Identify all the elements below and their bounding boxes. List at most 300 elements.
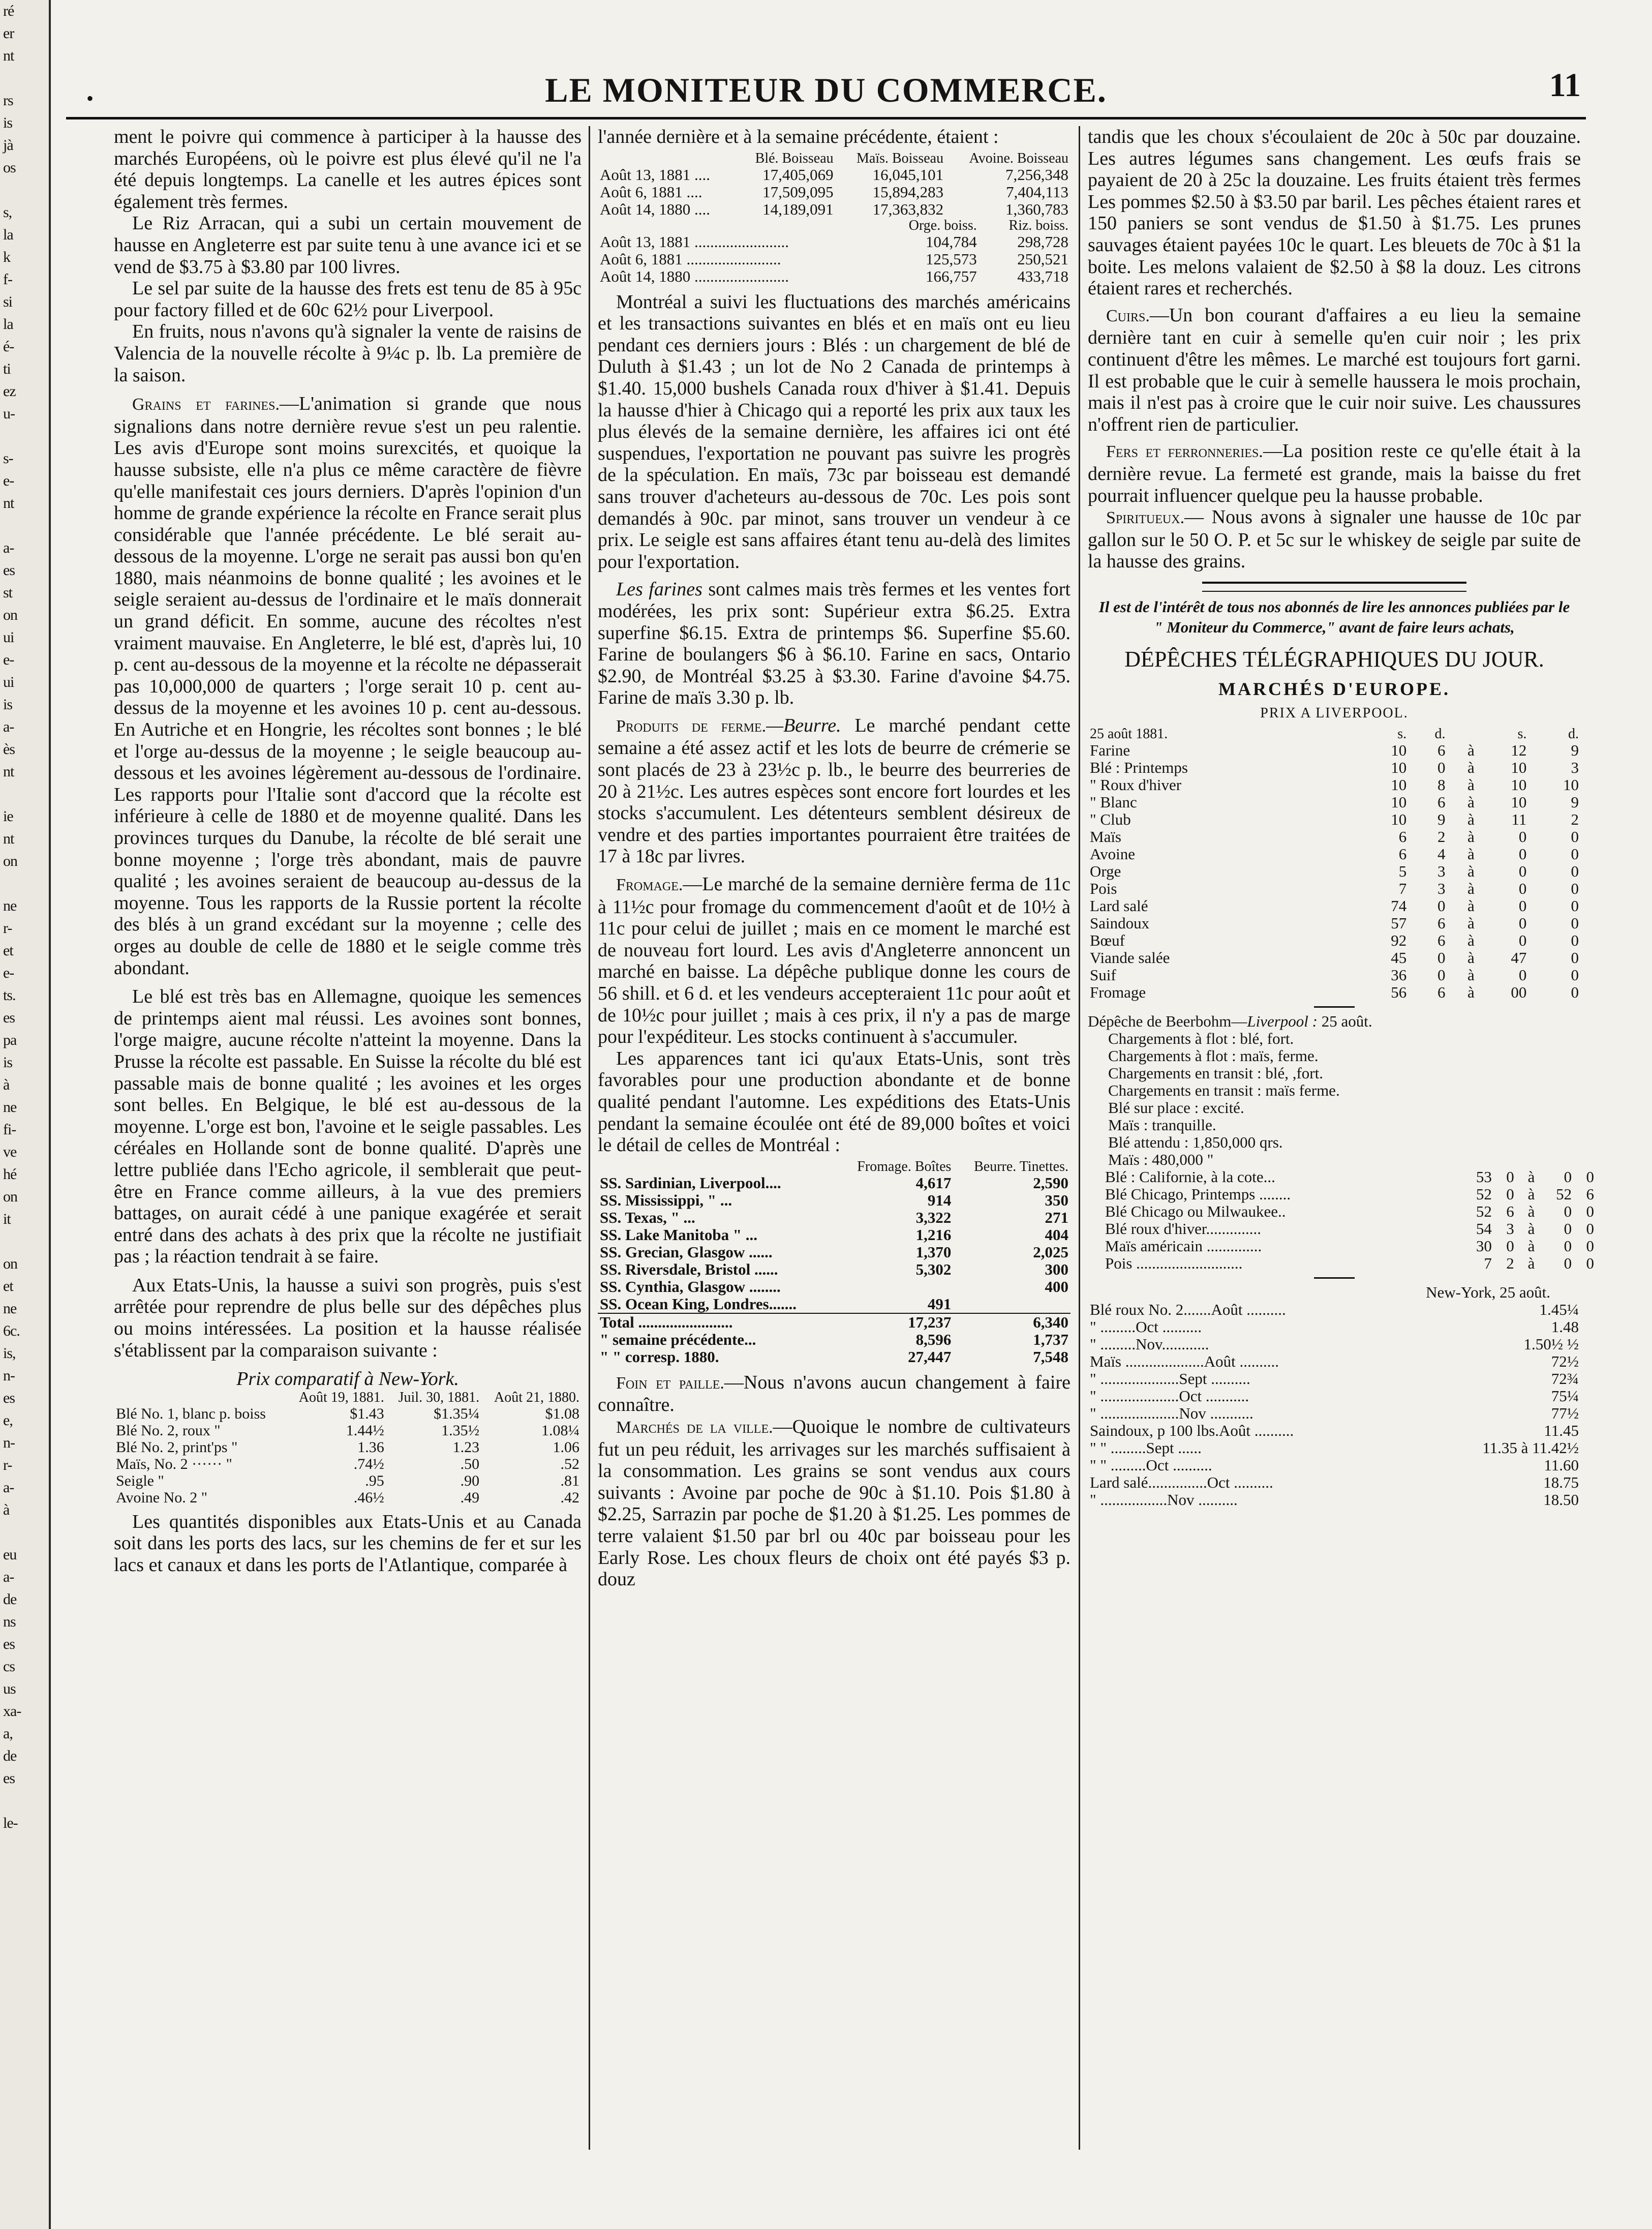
cell-value: 0	[1586, 1168, 1594, 1186]
cell-value: 5,302	[915, 1260, 952, 1278]
margin-fragment: ns	[3, 1613, 16, 1630]
cell-value: 1.50½ ½	[1523, 1335, 1579, 1353]
cell-value: 3	[1571, 759, 1579, 777]
column-header: Orge. boiss.	[908, 217, 977, 233]
column-header: s.	[1517, 726, 1527, 742]
margin-fragment: si	[3, 293, 13, 310]
cell-value: 2	[1437, 828, 1446, 846]
cell-value: 2,025	[1033, 1243, 1068, 1261]
table-row	[1088, 1353, 1581, 1370]
column-header	[114, 1390, 286, 1405]
margin-fragment	[0, 1790, 49, 1812]
table-row	[1088, 759, 1581, 776]
margin-fragment: à	[3, 1501, 10, 1518]
table-row	[1088, 1336, 1581, 1353]
dispatch-line: Chargements à flot : maïs, ferme.	[1108, 1047, 1319, 1065]
margin-fragment: on	[3, 607, 17, 623]
cell-value: à	[1467, 966, 1475, 984]
margin-fragment: pa	[3, 1032, 17, 1048]
row-label: Suif	[1090, 966, 1116, 984]
row-label: Août 13, 1881 ........................	[600, 232, 789, 251]
paragraph	[1088, 506, 1581, 573]
row-label: Bœuf	[1090, 931, 1125, 950]
cell-value: à	[1467, 741, 1475, 760]
row-label: " " corresp. 1880.	[600, 1347, 719, 1366]
cell-value: 17,237	[908, 1313, 952, 1331]
margin-fragment: es	[3, 562, 15, 579]
margin-fragment: is	[3, 696, 13, 713]
cell-value: à	[1467, 776, 1475, 794]
paragraph	[598, 873, 1070, 1048]
paragraph: Montréal a suivi les fluctuations des marchés américains et les transactions suivantes en blés et en maïs ont eu lieu pendant ces derniers jours : Blés : un chargement de blé de Duluth à $1.43 ; un lot de No 2 Canada de printemps à $1.40. 15,000 bushels Canada roux d'hiver à $1.41. Depuis la hausse d'hier à Chicago qui a reporté les prix aux taux les plus élevés de la semaine dernière, les affaires ici ont été suspendues, l'exportation ne pouvant pas suivre les progrès de la spéculation. En maïs, 73c par boisseau est demandé sans trouver d'acheteurs au-dessous de 70c. Les pois sont demandés à 90c. par minot, sans trouver un vendeur à ce prix. Le seigle est sans affaires étant tenu au-delà des limites pour l'exportation.	[598, 291, 1070, 573]
cell-value: 14,189,091	[762, 200, 834, 218]
paragraph-text: —Quoique le nombre de cultivateurs fut un peu réduit, les arrivages sur les marchés suffisaient à la consommation. Les grains se sont vendus aux cours suivants : Avoine par poche de 90c à $1.10. Pois $1.80 à $2.25, Sarrazin par poche de $1.20 à $1.25. Les pommes de terre valaient $1.50 par brl ou 40c par boisseau pour les Early Rose. Les choux fleurs de choix ont été payés $3 p. douz	[598, 1415, 1070, 1590]
margin-fragment: de	[3, 1591, 17, 1608]
cell-value: 52	[1476, 1202, 1492, 1221]
margin-fragment: ne	[3, 1099, 17, 1116]
row-label: Août 14, 1880 ....	[600, 200, 710, 218]
table-row	[1103, 1238, 1596, 1255]
margin-fragment: f-	[3, 271, 12, 288]
cell-value: à	[1467, 983, 1475, 1002]
column-header	[598, 1159, 837, 1174]
cell-value: 52	[1556, 1185, 1572, 1203]
table-row	[1088, 967, 1581, 984]
row-label: " ....................Nov ...........	[1090, 1404, 1253, 1423]
cell-value: 45	[1391, 949, 1407, 967]
column-3	[1088, 126, 1594, 2160]
margin-fragment: e-	[3, 965, 14, 981]
cell-value: 10	[1563, 776, 1579, 794]
table-row	[114, 1472, 582, 1489]
paragraph-text: Le marché pendant cette semaine a été assez actif et les lots de beurre de crémerie se sont placés de 23 à 23½c p. lb., le beurre des beurreries de 20 à 21½c. Les autres espèces sont encore fort lourdes et les stocks s'accumulent. Les détenteurs semblent désireux de vendre et des parties importantes pourraient être traitées de 17 à 18c par livres.	[598, 714, 1070, 867]
cell-value: 1,370	[915, 1243, 952, 1261]
cell-value: 72½	[1551, 1352, 1579, 1371]
margin-fragment: ie	[3, 808, 13, 825]
cell-value: 400	[1045, 1277, 1068, 1296]
column-header	[598, 151, 736, 166]
cell-value: à	[1467, 828, 1475, 846]
cell-value: à	[1527, 1220, 1535, 1238]
row-label: Août 6, 1881 ....	[600, 183, 702, 201]
cell-value: 3	[1506, 1220, 1514, 1238]
cell-value: 0	[1564, 1202, 1572, 1221]
margin-fragment: es	[3, 1770, 15, 1787]
cell-value: 0	[1506, 1168, 1514, 1186]
table-row	[598, 184, 1070, 201]
paragraph: Les quantités disponibles aux Etats-Unis et au Canada soit dans les ports des lacs, sur les chemins de fer et sur les lacs et canaux et dans les ports de l'Atlantique, comparée à	[114, 1511, 582, 1576]
row-label: Lard salé...............Oct ..........	[1090, 1473, 1273, 1492]
row-label: " ....................Oct ...........	[1090, 1387, 1249, 1405]
cell-value: 6	[1437, 931, 1446, 950]
table-row	[1088, 949, 1581, 967]
cell-value: à	[1527, 1202, 1535, 1221]
paragraph: tandis que les choux s'écoulaient de 20c à 50c par douzaine. Les autres légumes sans changement. Les œufs frais se payaient de 20 à 25c la douzaine. Les fruits étaient très fermes Les pommes $2.50 à $3.50 par baril. Les pêches étaient rares et 150 paniers se sont vendus de $1.50 à $1.75. Les prunes sauvages étaient payées 10c le quart. Les bleuets de 70c à $1 la boite. Les melons valaient de $2.50 à $8 la douz. Les citrons étaient rares et recherchés.	[1088, 126, 1581, 299]
cell-value: 914	[927, 1191, 952, 1209]
paragraph-text: —Un bon courant d'affaires a eu lieu la semaine dernière tant en cuir à semelle qu'en cuir noir ; les prix continuent d'être les mêmes. Le marché est toujours fort garni. Il est probable que le cuir à semelle haussera le mois prochain, mais il n'est pas à croire que le cuir noir suive. Les chaussures n'offrent rien de particulier.	[1088, 304, 1581, 435]
cell-value: 1.44½	[346, 1422, 384, 1439]
row-label: Août 14, 1880 ........................	[600, 267, 789, 285]
row-label: Blé : Californie, à la cote...	[1105, 1168, 1275, 1186]
margin-fragment: is	[3, 114, 13, 131]
table-row	[598, 233, 1070, 251]
table-row	[1088, 1422, 1581, 1439]
row-label: " " .........Oct ..........	[1090, 1456, 1212, 1474]
short-rule	[1314, 1006, 1355, 1008]
margin-fragment: et	[3, 1278, 13, 1294]
table-row	[114, 1456, 582, 1472]
cell-value: 8	[1437, 776, 1446, 794]
paragraph	[1088, 440, 1581, 506]
cell-value: 12	[1511, 741, 1527, 760]
section-heading: Les farines	[616, 579, 702, 600]
dispatch-line: Chargements en transit : maïs ferme.	[1108, 1081, 1340, 1100]
column-header: d.	[1434, 726, 1446, 742]
row-label: " ....................Sept ..........	[1090, 1370, 1250, 1388]
section-heading: Foin et paille.	[616, 1373, 724, 1393]
cell-value: 8,596	[915, 1330, 952, 1348]
cell-value: 6	[1437, 983, 1446, 1002]
cell-value: 0	[1564, 1254, 1572, 1273]
paragraph-text: sont calmes mais très fermes et les ventes fort modérées, les prix sont: Supérieur extra $6.25. Extra superfine $6.15. Extra de printemps $6. Superfine $5.60. Farine de boulangers $6 à $6.10. Farine en sacs, Ontario $2.90, de Montréal $3.25 à $3.30. Farine d'avoine $4.75. Farine de maïs 3.30 p. lb.	[598, 579, 1070, 709]
column-header: Beurre. Tinettes.	[974, 1158, 1068, 1174]
cell-value: 0	[1571, 931, 1579, 950]
paragraph	[598, 715, 1070, 867]
margin-fragment: et	[3, 942, 13, 959]
cell-value: 1.45¼	[1539, 1301, 1579, 1319]
margin-fragment: is,	[3, 1345, 16, 1362]
europe-heading: MARCHÉS D'EUROPE.	[1218, 678, 1451, 699]
cell-value: 10	[1511, 776, 1527, 794]
margin-fragment: ve	[3, 1143, 17, 1160]
table-row	[598, 1348, 1070, 1366]
margin-fragment: 6c.	[3, 1322, 20, 1339]
margin-fragment: nt	[3, 830, 14, 847]
margin-fragment: es	[3, 1390, 15, 1406]
cell-value: à	[1527, 1185, 1535, 1203]
table-row	[1088, 1405, 1581, 1422]
row-label: SS. Cynthia, Glasgow ........	[600, 1277, 781, 1296]
cell-value	[953, 1296, 1070, 1313]
margin-fragment: ré	[3, 3, 14, 19]
column-rule	[589, 126, 590, 2150]
cell-value: .95	[365, 1472, 384, 1489]
cell-value	[837, 1278, 954, 1296]
table-row	[1103, 1168, 1596, 1186]
table-row	[114, 1489, 582, 1506]
cell-value: 6	[1586, 1185, 1594, 1203]
cell-value: 350	[1045, 1191, 1068, 1209]
margin-fragment	[0, 179, 49, 201]
row-label: SS. Grecian, Glasgow ......	[600, 1243, 773, 1261]
column-header: d.	[1568, 726, 1579, 742]
margin-fragment: a-	[3, 539, 14, 556]
section-heading: Produits de ferme.	[616, 716, 767, 736]
table-row	[1088, 897, 1581, 915]
table-row	[1103, 1186, 1596, 1203]
table-row	[1088, 932, 1581, 949]
liverpool-price-table	[1088, 727, 1581, 1001]
row-label: " semaine précédente...	[600, 1330, 756, 1348]
row-label: Farine	[1090, 741, 1130, 760]
table-row	[114, 1405, 582, 1422]
table-row	[1088, 984, 1581, 1001]
margin-fragment: on	[3, 1188, 17, 1205]
dispatch-line: Maïs : tranquille.	[1108, 1116, 1216, 1134]
column-header: Avoine. Boisseau	[969, 150, 1068, 166]
margin-fragment: on	[3, 853, 17, 869]
cell-value: 1,737	[1033, 1330, 1068, 1348]
margin-fragment: nt	[3, 763, 14, 780]
section-heading: Grains et farines.	[132, 395, 280, 414]
row-label: SS. Texas, " ...	[600, 1208, 695, 1226]
column-2	[598, 126, 1070, 2160]
cell-value: 1.35½	[441, 1422, 480, 1439]
cell-value: 1.08¼	[541, 1422, 579, 1439]
cell-value: 6	[1437, 741, 1446, 760]
cell-value: 0	[1586, 1220, 1594, 1238]
cell-value: 30	[1476, 1237, 1492, 1255]
cell-value: 0	[1571, 845, 1579, 863]
table-row	[1103, 1203, 1596, 1220]
cell-value: 0	[1564, 1237, 1572, 1255]
cell-value: 74	[1391, 897, 1407, 915]
margin-fragment: us	[3, 1680, 16, 1697]
row-label: SS. Lake Manitoba " ...	[600, 1225, 758, 1244]
paragraph: l'année dernière et à la semaine précédente, étaient :	[598, 126, 999, 147]
cell-value: 125,573	[926, 250, 977, 268]
cell-value: 433,718	[1017, 267, 1068, 285]
masthead-dot: •	[86, 87, 94, 110]
cell-value: 10	[1391, 741, 1407, 760]
margin-fragment: de	[3, 1748, 17, 1764]
margin-fragment: a-	[3, 1479, 14, 1496]
row-label: Août 6, 1881 ........................	[600, 250, 781, 268]
beerbohm-lines	[1088, 1030, 1581, 1168]
paragraph	[1088, 305, 1581, 436]
margin-fragment: n-	[3, 1434, 15, 1451]
cell-value: 11	[1511, 810, 1527, 829]
paragraph	[598, 579, 1070, 709]
column-header: Août 19, 1881.	[298, 1389, 384, 1405]
beerbohm-heading	[1088, 1013, 1581, 1030]
margin-fragment: ès	[3, 741, 15, 758]
paragraph: ment le poivre qui commence à participer à la hausse des marchés Européens, où le poivre est plus élevé qu'il ne l'a été depuis longtemps. La canelle et les autres épices sont également très fermes.	[114, 126, 582, 213]
row-label: " " .........Sept ......	[1090, 1439, 1202, 1457]
cell-value: 1.23	[452, 1438, 480, 1456]
beerbohm-label: Dépêche de Beerbohm—	[1088, 1012, 1247, 1031]
paragraph-text: —L'animation si grande que nous signalions dans notre dernière revue s'est un peu ralentie. Les avis d'Europe sont moins surexcités, et quoique la hausse subsiste, elle n'a plus ce même caractère de fièvre qu'elle manifestait ces jours derniers. D'après l'opinion d'un homme de grande expérience la récolte en France serait plus considérable que l'année précédente. Le blé serait au-dessous de la moyenne. L'orge ne serait pas aussi bon qu'en 1880, mais néanmoins de bonne qualité ; les avoines et le seigle seraient au-dessus de l'ordinaire et le maïs donnerait un grand déficit. En somme, aucune des récoltes n'est vraiment mauvaise. En Angleterre, le blé est, d'après lui, 10 p. cent au-dessous de la moyenne et la récolte ne dépasserait pas 10,000,000 de quarters ; l'orge serait 10 p. cent au-dessus de la moyenne et les avoines 10 p. cent au-dessous. En Autriche et en Hongrie, les récoltes sont bonnes ; le blé et l'orge au-dessus de la moyenne ; le seigle beaucoup au-dessous et les avoines légèrement au-dessous de l'ordinaire. Les rapports pour l'Italie sont d'accord que la récolte est inférieure à celle de 1880 et de moyenne qualité. Dans les provinces turques du Danube, la récolte de blé serait une bonne moyenne ; l'orge très abondant, mais de pauvre qualité ; les avoines seraient de beaucoup au-dessus de la moyenne. Tous les rapports de la Russie portent la récolte des blés à un grand excédant sur la moyenne ; celle des orges au double de celle de 1880 et le seigle comme très abondant.	[114, 393, 582, 979]
cell-value: 4	[1437, 845, 1446, 863]
cell-value: 9	[1437, 810, 1446, 829]
beerbohm-place: Liverpool :	[1247, 1012, 1318, 1031]
cell-value: .90	[460, 1472, 480, 1489]
cell-value: 1,216	[915, 1225, 952, 1244]
beerbohm-date: 25 août.	[1317, 1012, 1372, 1031]
cell-value: 1.06	[553, 1438, 579, 1456]
table-row	[598, 1331, 1070, 1348]
cell-value: 0	[1518, 914, 1527, 932]
cell-value: à	[1467, 949, 1475, 967]
row-label: SS. Mississippi, " ...	[600, 1191, 732, 1209]
cell-value: 17,405,069	[762, 165, 834, 184]
table-row	[1103, 1255, 1596, 1272]
cell-value: 16,045,101	[872, 165, 944, 184]
shipments-table	[598, 1159, 1070, 1366]
cell-value: 7	[1398, 880, 1407, 898]
margin-fragment	[0, 515, 49, 537]
margin-fragment: jà	[3, 137, 13, 154]
margin-fragment: ti	[3, 360, 11, 377]
masthead	[66, 66, 1586, 119]
table-row	[1088, 846, 1581, 863]
cell-value: 11.45	[1544, 1422, 1579, 1440]
cell-value: 0	[1518, 966, 1527, 984]
margin-fragment: on	[3, 1255, 17, 1272]
paragraph: Le sel par suite de la hausse des frets est tenu de 85 à 95c pour factory filled et de 60c 62½ pour Liverpool.	[114, 278, 582, 321]
cell-value: 0	[1437, 759, 1446, 777]
table-row	[1088, 742, 1581, 759]
cell-value: 0	[1586, 1237, 1594, 1255]
cell-value: .74½	[353, 1455, 384, 1472]
dispatch-line: Blé sur place : excité.	[1108, 1099, 1244, 1117]
cell-value: à	[1467, 793, 1475, 811]
paragraph: Le blé est très bas en Allemagne, quoique les semences de printemps aient mal réussi. Les avoines sont bonnes, l'orge maigre, aucune récolte n'atteint la moyenne. Dans la Prusse la récolte est passable. En Suisse la récolte du blé est passable mais de bonne qualité ; les avoines et les orges sont belles. En Belgique, le blé est au-dessous de la moyenne. L'orge est bon, l'avoine et le seigle passables. Les céréales en Hollande sont de bonne qualité. D'après une lettre publiée dans l'Echo agricole, il semblerait que peut-être en France comme ailleurs, à la vue des premiers battages, on aurait cédé à une panique exagérée et serait entré dans des achats à des prix que la récolte ne justifiait pas ; la réaction tendrait à se faire.	[114, 986, 582, 1268]
row-label: Août 13, 1881 ....	[600, 165, 710, 184]
row-label: Blé Chicago, Printemps ........	[1105, 1185, 1291, 1203]
cell-value: 0	[1586, 1202, 1594, 1221]
column-rule	[1079, 126, 1080, 2150]
cell-value: 7,404,113	[1006, 183, 1068, 201]
row-label: Lard salé	[1090, 897, 1148, 915]
paragraph-text: —Nous n'avons aucun changement à faire connaître.	[598, 1371, 1070, 1416]
margin-fragment: s,	[3, 204, 12, 221]
table-date: 25 août 1881.	[1090, 726, 1168, 742]
table-row	[1088, 1370, 1581, 1388]
dispatch-line: Chargements en transit : blé, ,fort.	[1108, 1064, 1323, 1082]
section-heading: Cuirs.	[1106, 306, 1150, 325]
cell-value: 52	[1476, 1185, 1492, 1203]
liverpool-heading: PRIX A LIVERPOOL.	[1260, 705, 1409, 721]
margin-fragment: é-	[3, 338, 14, 355]
column-header: Juil. 30, 1881.	[398, 1389, 480, 1405]
cell-value: 0	[1564, 1220, 1572, 1238]
row-label: Pois ...........................	[1105, 1254, 1243, 1273]
cell-value: 3	[1437, 880, 1446, 898]
row-label: Maïs américain ..............	[1105, 1237, 1262, 1255]
cell-value: 5	[1398, 862, 1407, 881]
table-row	[1088, 880, 1581, 897]
table-row	[1088, 1301, 1581, 1318]
margin-fragment	[0, 783, 49, 805]
table-row	[598, 1261, 1070, 1278]
margin-fragment	[0, 1521, 49, 1544]
margin-fragment: er	[3, 25, 14, 42]
cell-value: à	[1467, 931, 1475, 950]
table-row	[598, 268, 1070, 285]
dispatch-heading: DÉPÊCHES TÉLÉGRAPHIQUES DU JOUR.	[1124, 646, 1544, 672]
cell-value: 0	[1518, 880, 1527, 898]
cell-value: $1.35¼	[434, 1405, 480, 1422]
cell-value: 0	[1571, 828, 1579, 846]
cell-value: 0	[1518, 931, 1527, 950]
cell-value: 0	[1506, 1185, 1514, 1203]
table-row	[1088, 828, 1581, 846]
row-label: Avoine No. 2 "	[116, 1489, 207, 1506]
cell-value: à	[1527, 1237, 1535, 1255]
cell-value: 72¾	[1551, 1370, 1579, 1388]
column-header	[598, 218, 875, 233]
row-label: Avoine	[1090, 845, 1135, 863]
cell-value: 10	[1511, 793, 1527, 811]
cell-value: $1.08	[545, 1405, 579, 1422]
cell-value: 0	[1571, 914, 1579, 932]
margin-fragment: r-	[3, 920, 12, 937]
margin-fragment: n-	[3, 1367, 15, 1384]
cell-value: 0	[1506, 1237, 1514, 1255]
margin-fragment: xa-	[3, 1703, 21, 1720]
margin-fragment: r-	[3, 1457, 12, 1473]
cell-value: 1.48	[1551, 1318, 1579, 1336]
cell-value: 47	[1511, 949, 1527, 967]
paragraph	[114, 393, 582, 979]
row-label: Blé roux No. 2.......Août ..........	[1090, 1301, 1286, 1319]
column-header: s.	[1397, 726, 1407, 742]
table-row	[598, 1278, 1070, 1296]
cell-value: .46½	[353, 1489, 384, 1506]
row-label: " Club	[1090, 810, 1131, 829]
cell-value: 9	[1571, 793, 1579, 811]
row-label: Maïs, No. 2 ······ "	[116, 1455, 232, 1472]
margin-fragment: eu	[3, 1546, 17, 1563]
margin-fragment: a,	[3, 1725, 13, 1742]
row-label: SS. Sardinian, Liverpool....	[600, 1173, 781, 1192]
cell-value: 6,340	[1033, 1313, 1068, 1331]
row-label: Pois	[1090, 880, 1117, 898]
table-row	[1088, 1491, 1581, 1509]
cell-value: 9	[1571, 741, 1579, 760]
price-comparison-table	[114, 1390, 582, 1506]
cell-value: 18.75	[1543, 1473, 1579, 1492]
cell-value: 104,784	[926, 232, 977, 251]
page-number: 11	[1549, 67, 1581, 104]
cell-value: 0	[1571, 897, 1579, 915]
cell-value: 10	[1391, 793, 1407, 811]
cell-value: .50	[460, 1455, 480, 1472]
cell-value: 6	[1398, 828, 1407, 846]
cell-value: 0	[1437, 966, 1446, 984]
cell-value: 271	[1045, 1208, 1068, 1226]
cell-value: 6	[1437, 914, 1446, 932]
cell-value: 0	[1518, 828, 1527, 846]
column-1	[114, 126, 582, 2160]
cell-value: 0	[1437, 949, 1446, 967]
cell-value: 11.35 à 11.42½	[1482, 1439, 1579, 1457]
margin-fragment: ne	[3, 1300, 17, 1317]
cell-value: 6	[1506, 1202, 1514, 1221]
cell-value: 250,521	[1017, 250, 1068, 268]
cell-value: 56	[1391, 983, 1407, 1002]
cell-value: 0	[1518, 862, 1527, 881]
table-row	[1088, 1388, 1581, 1405]
cell-value: 0	[1571, 949, 1579, 967]
column-header: Fromage. Boîtes	[857, 1158, 952, 1174]
cell-value: 6	[1398, 845, 1407, 863]
margin-fragment: à	[3, 1076, 10, 1093]
row-label: Maïs ....................Août ..........	[1090, 1352, 1279, 1371]
margin-fragment: es	[3, 1009, 15, 1026]
row-label: Fromage	[1090, 983, 1146, 1002]
